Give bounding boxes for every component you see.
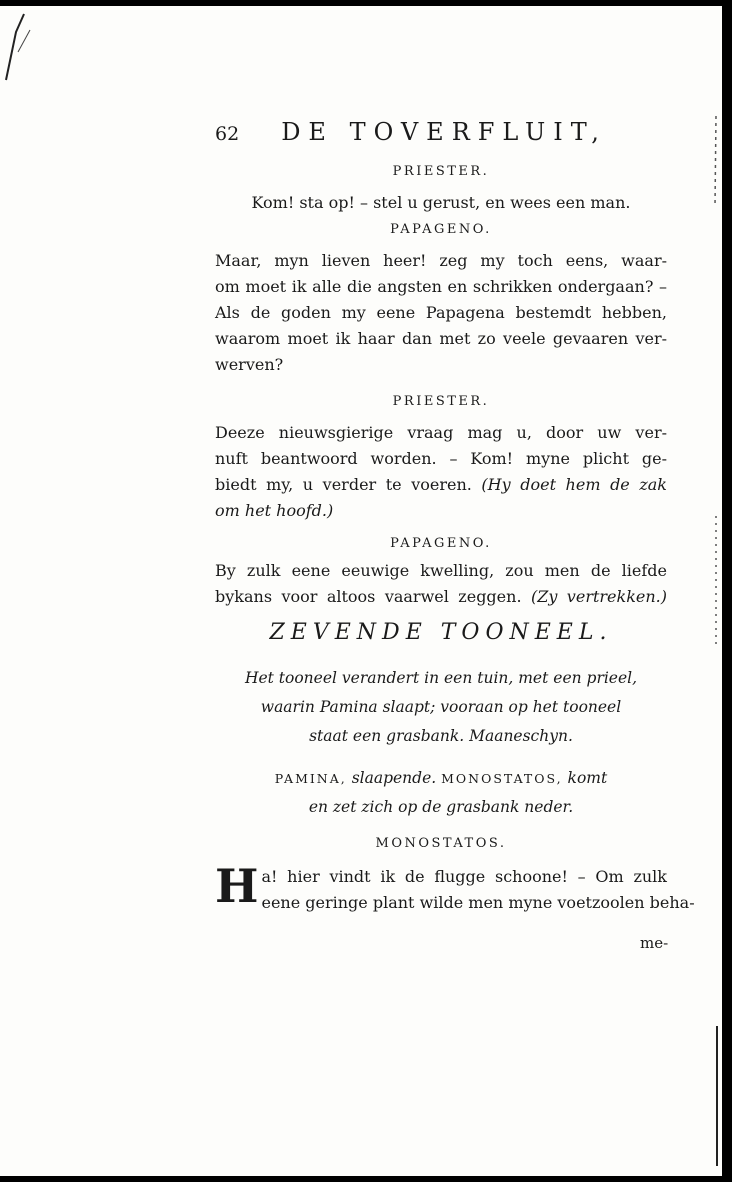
speech-block [215,190,667,216]
stage-direction-block [215,664,667,751]
text-line: nuft beantwoord worden. – Kom! myne plicht ge- [215,449,667,468]
drop-cap: H [215,859,259,913]
page-edge-mark [4,12,34,82]
speaker-name: PRIESTER. [392,394,490,409]
text-span: bykans voor altoos vaarwel zeggen. [215,587,522,606]
book-page [0,6,722,1176]
speaker-name: PRIESTER. [392,164,490,179]
speaker-name: MONOSTATOS. [375,836,507,851]
speech-block [215,248,667,378]
speaker-name: PAPAGENO. [390,536,492,551]
text-line: om moet ik alle die angsten en schrikken ondergaan? – [215,277,667,296]
speech-block [215,859,695,916]
stage-direction: om het hoofd.) [215,501,334,520]
text-line: By zulk eene eeuwige kwelling, zou men de liefde [215,561,667,580]
speech-block [215,420,667,524]
stage-line: staat een grasbank. Maaneschyn. [309,727,573,745]
text-line: eene geringe plant wilde men myne voetzoolen beha- [261,893,695,912]
text-line: waarom moet ik haar dan met zo veele gevaaren ver- [215,329,667,348]
stage-line: Het tooneel verandert in een tuin, met een prieel, [244,669,638,687]
character-name: PAMINA, [274,771,347,786]
text-line: Als de goden my eene Papagena bestemdt hebben, [215,303,667,322]
text-span: biedt my, u verder te voeren. [215,475,472,494]
running-title: DE TOVERFLUIT, [281,118,607,146]
text-line [215,472,667,498]
stage-line [215,764,667,793]
speaker-name: PAPAGENO. [390,222,492,237]
text-line: Kom! sta op! – stel u gerust, en wees een man. [251,193,631,212]
catchword: me- [640,934,669,952]
speech-block [215,558,667,610]
page-edge-mark [710,116,720,206]
scene-heading: ZEVENDE TOONEEL. [269,620,613,645]
text-line: Deeze nieuwsgierige vraag mag u, door uw ver- [215,423,667,442]
stage-text: komt [567,769,608,787]
stage-line: en zet zich op de grasbank neder. [308,798,574,816]
stage-direction-block [215,764,667,822]
page-edge-mark [710,516,720,646]
stage-direction: (Hy doet hem de zak [481,475,667,494]
text-line: a! hier vindt ik de flugge schoone! – Om zulk [261,867,667,886]
text-line [215,584,667,610]
page-edge-mark [714,1026,720,1166]
page-number: 62 [215,123,240,145]
stage-direction: (Zy vertrekken.) [530,587,668,606]
character-name: MONOSTATOS, [441,771,563,786]
stage-line: waarin Pamina slaapt; vooraan op het tooneel [260,698,622,716]
text-line: Maar, myn lieven heer! zeg my toch eens, waar- [215,251,667,270]
text-line: werven? [215,355,284,374]
stage-text: slaapende. [351,769,437,787]
running-header [215,118,655,146]
